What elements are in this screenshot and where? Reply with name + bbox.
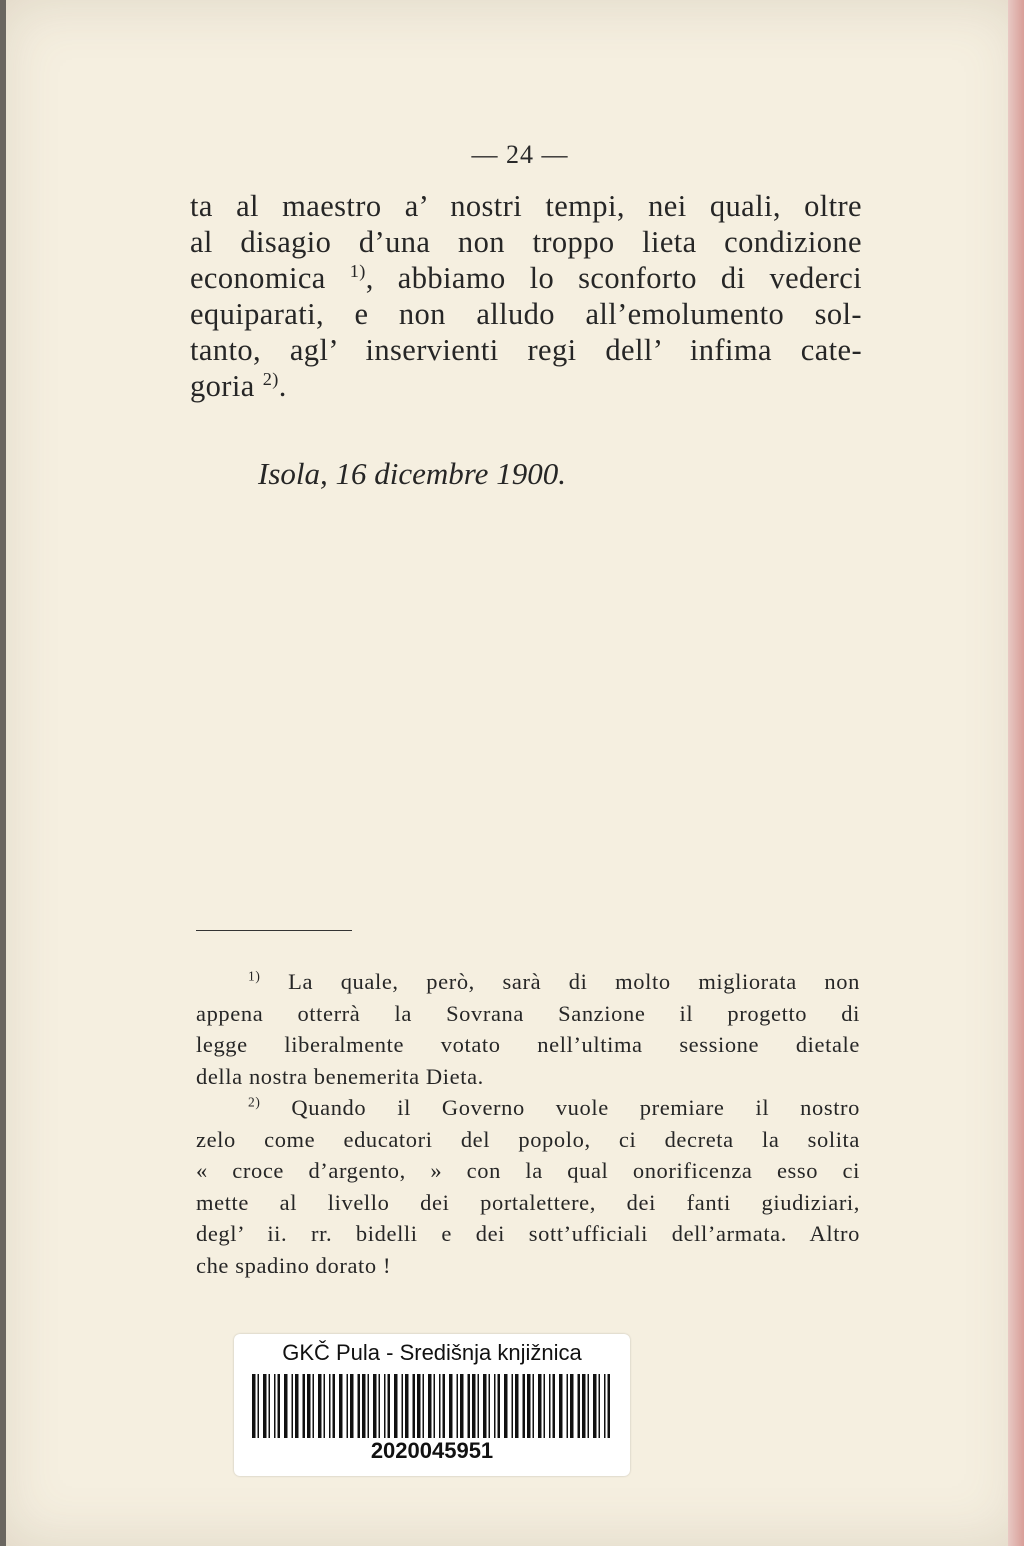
body-line-text: , abbiamo lo sconforto di vederci bbox=[365, 261, 863, 295]
footnote-ref: 2) bbox=[262, 368, 279, 389]
page-number: — 24 — bbox=[471, 140, 569, 169]
footnote-line: degl’ ii. rr. bidelli e dei sott’ufficiali dell’armata. Altro bbox=[196, 1221, 860, 1246]
body-line bbox=[190, 368, 862, 404]
body-line: ta al maestro a’ nostri tempi, nei quali, oltre bbox=[190, 189, 862, 223]
footnote-line: che spadino dorato ! bbox=[196, 1252, 392, 1278]
page-left-edge bbox=[0, 0, 6, 1546]
footnote-1 bbox=[196, 966, 860, 1092]
body-line: al disagio d’una non troppo lieta condizione bbox=[190, 225, 862, 259]
footnotes bbox=[196, 966, 860, 1281]
footnote-line: « croce d’argento, » con la qual onorificenza esso ci bbox=[196, 1158, 860, 1183]
barcode-icon bbox=[246, 1374, 618, 1438]
barcode-number: 2020045951 bbox=[370, 1438, 494, 1463]
body-line: equiparati, e non alludo all’emolumento sol- bbox=[190, 297, 862, 331]
footnote-line bbox=[196, 966, 860, 998]
footnote-line-text: La quale, però, sarà di molto migliorata non bbox=[288, 969, 860, 994]
library-stamp bbox=[234, 1334, 630, 1476]
page-right-edge bbox=[1008, 0, 1024, 1546]
footnote-divider bbox=[196, 930, 352, 931]
body-line-text: . bbox=[278, 369, 287, 403]
body-line-text: goria bbox=[190, 369, 255, 403]
library-name: GKČ Pula - Središnja knjižnica bbox=[282, 1340, 582, 1365]
footnote-line bbox=[196, 1092, 860, 1124]
dateline: Isola, 16 dicembre 1900. bbox=[258, 456, 566, 491]
footnote-line: mette al livello dei portalettere, dei fanti giudiziari, bbox=[196, 1189, 860, 1215]
footnote-ref: 1) bbox=[349, 260, 366, 281]
footnote-marker: 2) bbox=[248, 1094, 261, 1110]
footnote-line: appena otterrà la Sovrana Sanzione il progetto di bbox=[196, 1000, 860, 1026]
footnote-marker: 1) bbox=[248, 968, 261, 984]
body-line bbox=[190, 260, 862, 296]
body-line-text: economica bbox=[190, 261, 326, 295]
body-line: tanto, agl’ inservienti regi dell’ infima cate- bbox=[190, 333, 862, 367]
footnote-line-text: Quando il Governo vuole premiare il nostro bbox=[291, 1095, 860, 1120]
footnote-line: della nostra benemerita Dieta. bbox=[196, 1063, 484, 1089]
footnote-line: legge liberalmente votato nell’ultima sessione dietale bbox=[196, 1032, 860, 1057]
footnote-line: zelo come educatori del popolo, ci decreta la solita bbox=[196, 1126, 860, 1152]
footnote-2 bbox=[196, 1092, 860, 1281]
body-paragraph bbox=[190, 188, 862, 404]
